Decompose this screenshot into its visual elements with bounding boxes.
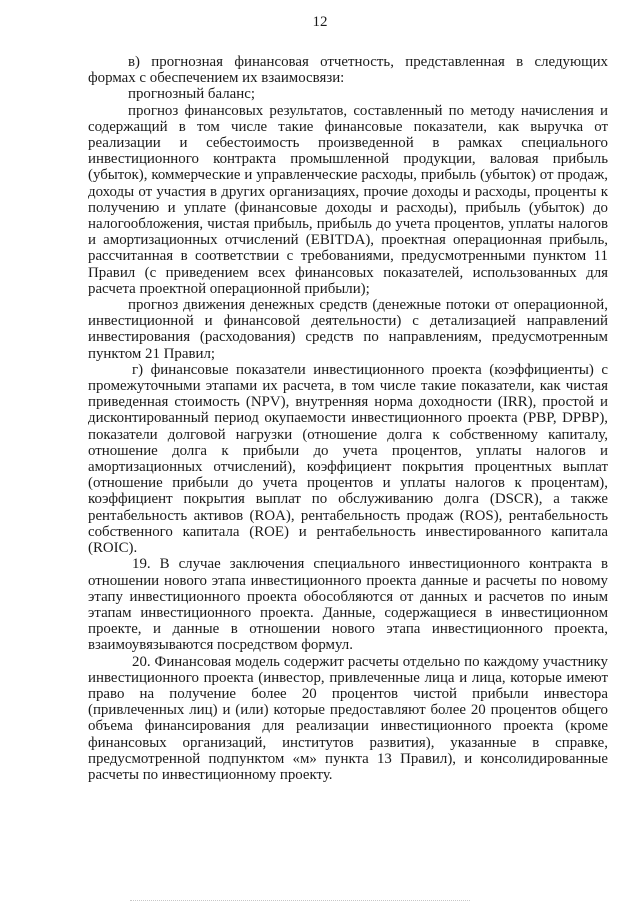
paragraph-subitem-v: в) прогнозная финансовая отчетность, представленная в следующих формах с обеспечением их взаимосвязи: xyxy=(88,54,608,87)
paragraph-item-19: 19. В случае заключения специального инвестиционного контракта в отношении нового этапа инвестиционного проекта данные и расчеты по новому этапу инвестиционного проекта обособляются от данных и расчетов по иным этапам инвестиционного проекта. Данные, содержащиеся в инвестиционном проекте, и данные в отношении нового этапа инвестиционного проекта, взаимоувязываются посредством формул. xyxy=(88,556,608,654)
page-number: 12 xyxy=(312,14,328,30)
paragraph-subitem-g: г) финансовые показатели инвестиционного проекта (коэффициенты) с промежуточными этапами их расчета, в том числе такие показатели, как чистая приведенная стоимость (NPV), внутренняя норма доходности (IRR), простой и дисконтированный период окупаемости инвестиционного проекта (PBP, DPBP), показатели долговой нагрузки (отношение долга к собственному капиталу, отношение долга к прибыли до учета процентов, уплаты налогов и амортизационных отчислений), коэффициент покрытия процентных выплат (отношение прибыли до учета процентов и уплаты налогов к процентам), коэффициент покрытия выплат по обслуживанию долга (DSCR), а также рентабельность активов (ROA), рентабельность продаж (ROS), рентабельность собственного капитала (ROE) и рентабельность инвестированного капитала (ROIC). xyxy=(88,361,608,557)
paragraph-forecast-financial-results: прогноз финансовых результатов, составленный по методу начисления и содержащий в том числе такие финансовые показатели, как выручка от реализации и себестоимость произведенной в рамках специального инвестиционного контракта промышленной продукции, валовая прибыль (убыток), коммерческие и управленческие расходы, прибыль (убыток) от продаж, доходы от участия в других организациях, прочие доходы и расходы, проценты к получению и уплате (финансовые доходы и расходы), прибыль (убыток) до налогообложения, чистая прибыль, прибыль до учета процентов, уплаты налогов и амортизационных отчислений (EBITDA), проектная операционная прибыль, рассчитанная в соответствии с требованиями, предусмотренными пунктом 11 Правил (с приведением всех финансовых показателей, использованных для расчета проектной операционной прибыли); xyxy=(88,102,608,297)
document-body xyxy=(88,54,608,783)
paragraph-forecast-balance: прогнозный баланс; xyxy=(128,86,255,103)
scan-artifact xyxy=(130,900,470,902)
paragraph-forecast-cash-flow: прогноз движения денежных средств (денежные потоки от операционной, инвестиционной и финансовой деятельности) с детализацией направлений инвестирования (расходования) средств по направлениям, предусмотренным пунктом 21 Правил; xyxy=(88,297,608,362)
paragraph-item-20: 20. Финансовая модель содержит расчеты отдельно по каждому участнику инвестиционного проекта (инвестор, привлеченные лица и лица, которые имеют право на получение более 20 процентов чистой прибыли инвестора (привлеченных лиц) и (или) которые предоставляют более 20 процентов общего объема финансирования для реализации инвестиционного проекта (кроме финансовых организаций, институтов развития), указанные в справке, предусмотренной подпунктом «м» пункта 13 Правил), и консолидированные расчеты по инвестиционному проекту. xyxy=(88,653,608,783)
